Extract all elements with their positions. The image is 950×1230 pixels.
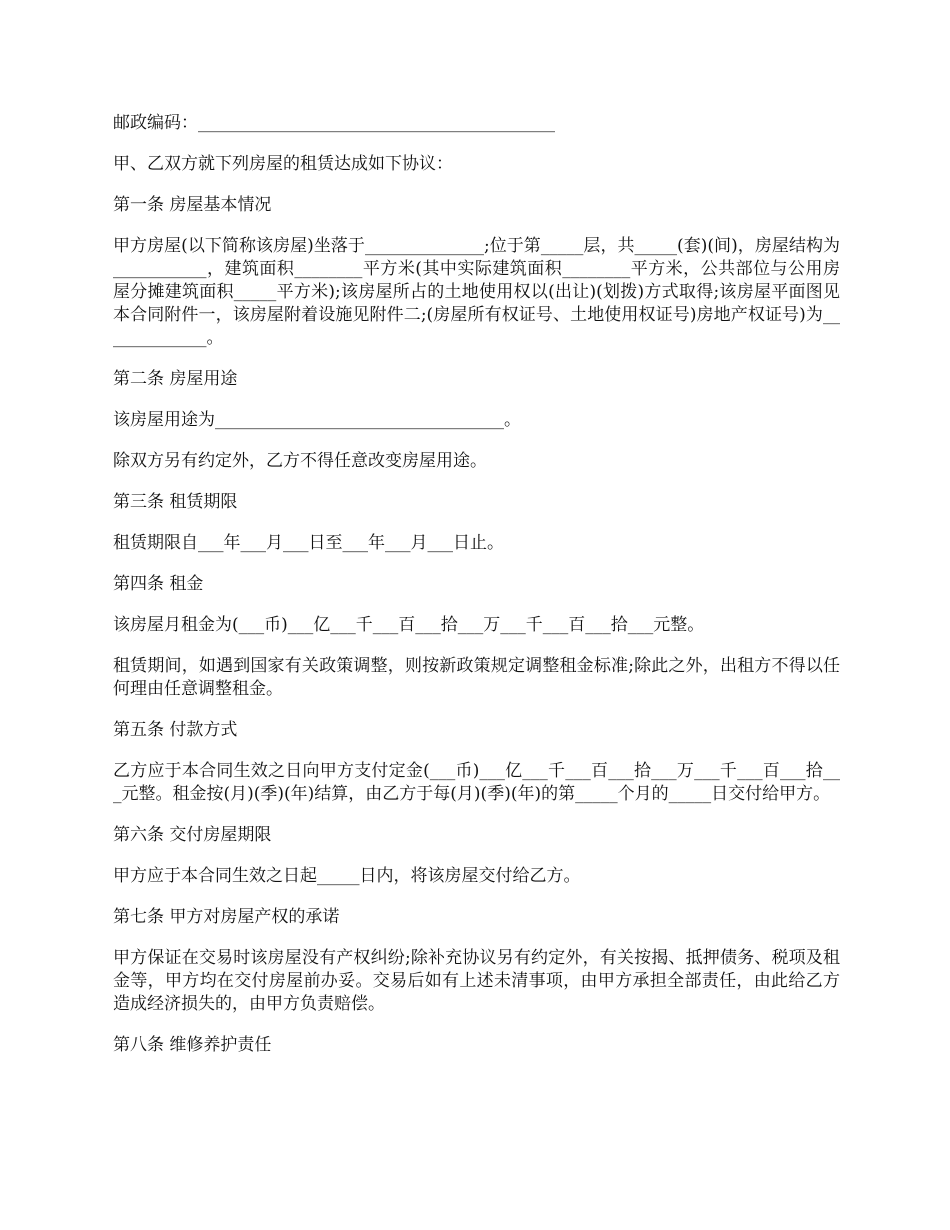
article-7-text: 甲方保证在交易时该房屋没有产权纠纷;除补充协议另有约定外，有关按揭、抵押债务、税项及租金等，甲方均在交付房屋前办妥。交易后如有上述未清事项，由甲方承担全部责任，由此给乙方造成经济损失的，由甲方负责赔偿。	[113, 948, 840, 1014]
article-1-text: 甲方房屋(以下简称该房屋)坐落于______________;位于第_____层，共_____(套)(间)，房屋结构为___________，建筑面积________平方米(其中实际建筑面积________平方米，公共部位与公用房屋分摊建筑面积_____平方米);该房屋所占的土地使用权以(出让)(划拨)方式取得;该房屋平面图见本合同附件一，该房屋附着设施见附件二;(房屋所有权证号、土地使用权证号)房地产权证号)为_____________。	[113, 236, 840, 348]
article-5-heading: 第五条 付款方式	[113, 720, 238, 740]
article-6-text: 甲方应于本合同生效之日起_____日内，将该房屋交付给乙方。	[113, 866, 581, 886]
article-2-restriction-text: 除双方另有约定外，乙方不得任意改变房屋用途。	[113, 451, 487, 471]
agreement-intro: 甲、乙双方就下列房屋的租赁达成如下协议：	[113, 154, 453, 174]
article-2-heading: 第二条 房屋用途	[113, 369, 238, 389]
article-4-heading: 第四条 租金	[113, 574, 204, 594]
article-4-adjustment-text: 租赁期间，如遇到国家有关政策调整，则按新政策规定调整租金标准;除此之外，出租方不得以任何理由任意调整租金。	[113, 656, 840, 699]
article-8-heading: 第八条 维修养护责任	[113, 1035, 272, 1055]
article-5-text: 乙方应于本合同生效之日向甲方支付定金(___币)___亿___千___百___拾___万___千___百___拾___元整。租金按(月)(季)(年)结算，由乙方于每(月)(季)(年)的第_____个月的_____日交付给甲方。	[113, 761, 840, 804]
article-1-heading: 第一条 房屋基本情况	[113, 195, 272, 215]
article-2-usage-text: 该房屋用途为__________________________________。	[113, 410, 521, 430]
article-3-heading: 第三条 租赁期限	[113, 492, 238, 512]
article-7-heading: 第七条 甲方对房屋产权的承诺	[113, 907, 340, 927]
article-6-heading: 第六条 交付房屋期限	[113, 825, 272, 845]
article-3-text: 租赁期限自___年___月___日至___年___月___日止。	[113, 533, 504, 553]
contract-body	[113, 112, 840, 1075]
postal-code-line: 邮政编码：__________________________________________	[113, 113, 555, 133]
article-4-rent-text: 该房屋月租金为(___币)___亿___千___百___拾___万___千___百___拾___元整。	[113, 615, 705, 635]
